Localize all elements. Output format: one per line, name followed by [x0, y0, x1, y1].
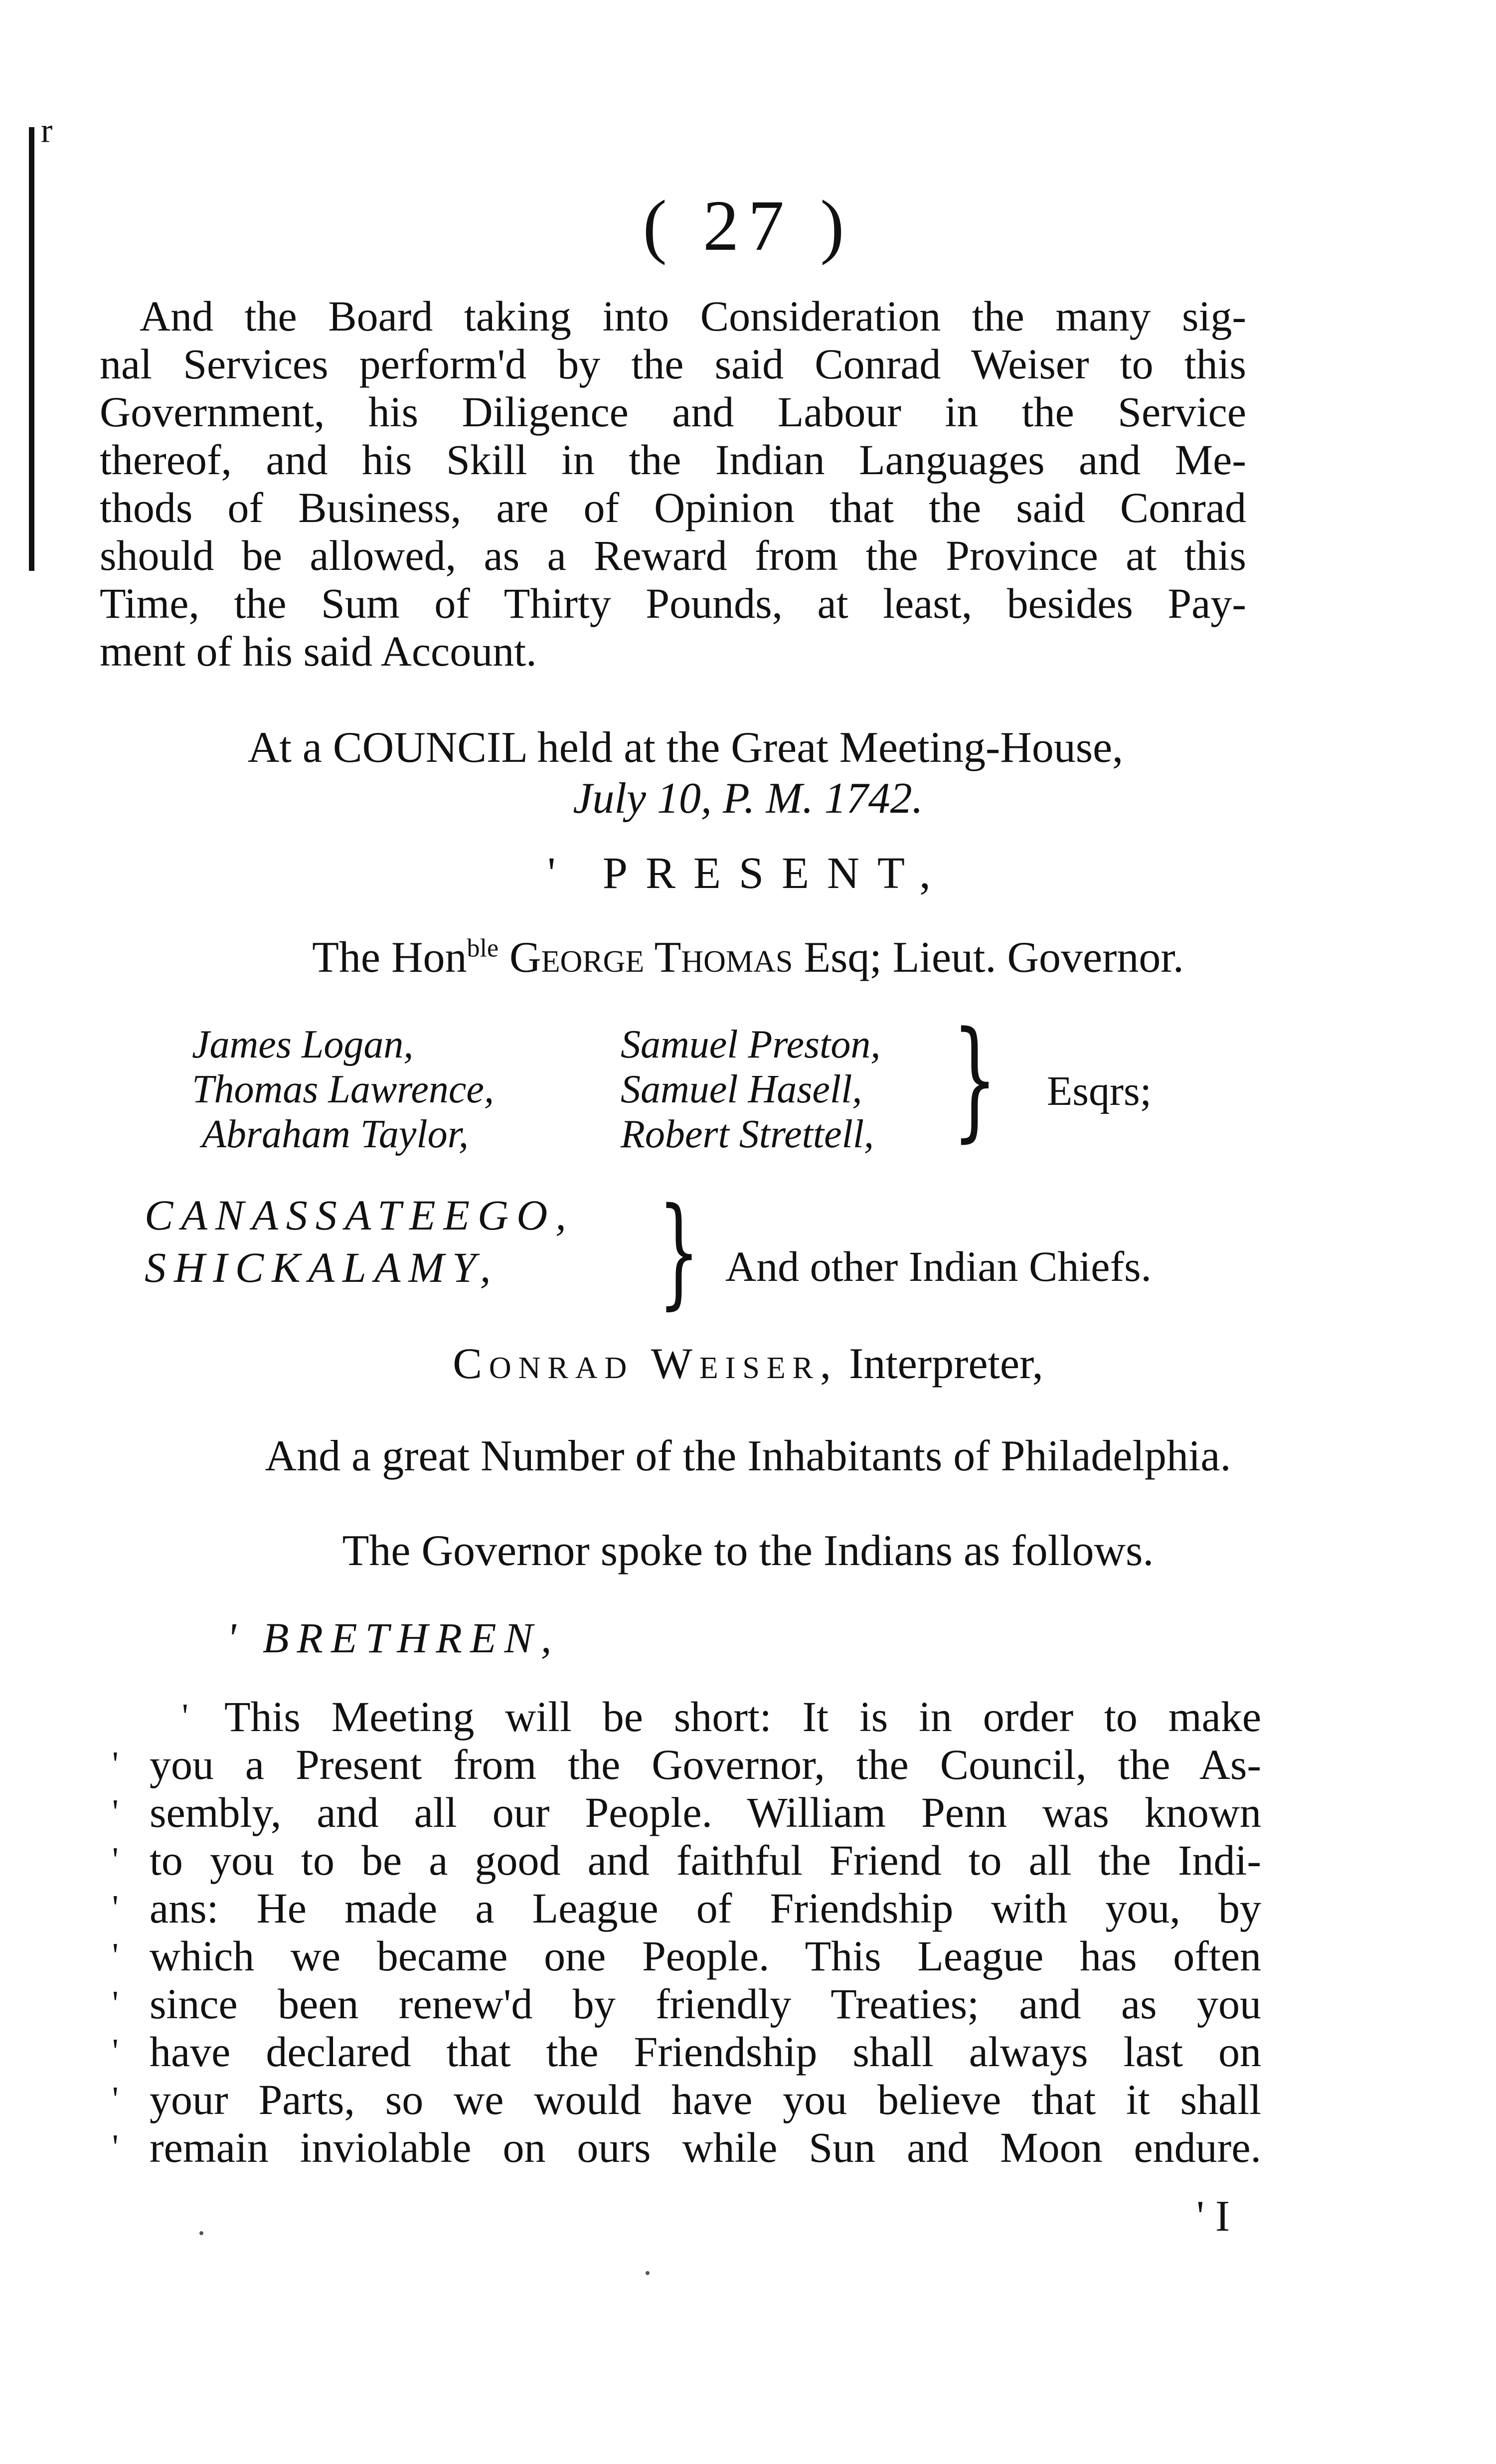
quote-mark: '	[112, 1793, 119, 1831]
paragraph-line: thods of Business, are of Opinion that the said Conrad	[100, 484, 1246, 531]
salutation: ' BRETHREN,	[227, 1614, 560, 1662]
chiefs-brace: }	[658, 1182, 700, 1321]
paragraph-line: thereof, and his Skill in the Indian Languages and Me-	[100, 436, 1246, 484]
speck	[199, 2231, 203, 2235]
other-chiefs: And other Indian Chiefs.	[725, 1242, 1152, 1290]
quote-mark: '	[182, 1697, 188, 1736]
councillors-brace: }	[952, 1004, 997, 1155]
councillor-name: Abraham Taylor,	[202, 1112, 469, 1156]
chief-name: CANASSATEEGO,	[145, 1191, 574, 1239]
paragraph-line: Time, the Sum of Thirty Pounds, at least, besides Pay-	[100, 579, 1246, 627]
speech-line: sembly, and all our People. William Penn was known	[150, 1788, 1261, 1836]
interpreter-name: Conrad Weiser,	[453, 1340, 838, 1388]
speech-quote-marks	[112, 1693, 188, 2171]
quote-mark: '	[112, 1936, 119, 1975]
councillors-col1	[192, 1022, 541, 1157]
interpreter-role: Interpreter,	[849, 1340, 1043, 1388]
speech-line: since been renew'd by friendly Treaties; and as you	[150, 1980, 1261, 2028]
council-date: July 10, P. M. 1742.	[573, 774, 923, 823]
governor-name: George Thomas	[509, 933, 793, 982]
board-paragraph	[100, 292, 1246, 675]
quote-mark: '	[112, 1841, 119, 1879]
quote-mark: '	[112, 2080, 119, 2118]
governor-suffix: Esq; Lieut. Governor.	[804, 933, 1184, 982]
present-heading: ' PRESENT,	[547, 849, 949, 898]
speech-line: which we became one People. This League has often	[150, 1932, 1261, 1980]
quote-mark: '	[112, 2032, 119, 2071]
esquires-label: Esqrs;	[1047, 1068, 1152, 1114]
speech-line: remain inviolable on ours while Sun and Moon endure.	[150, 2123, 1261, 2171]
councillor-name: Thomas Lawrence,	[192, 1067, 494, 1111]
councillor-name: James Logan,	[192, 1023, 414, 1066]
speech-line: have declared that the Friendship shall always last on	[150, 2028, 1261, 2076]
governor-speech	[150, 1693, 1261, 2171]
margin-mark: r	[41, 112, 53, 150]
paragraph-line: nal Services perform'd by the said Conrad Weiser to this	[100, 340, 1246, 388]
council-heading: At a COUNCIL held at the Great Meeting-House,	[247, 723, 1124, 772]
speck	[646, 2271, 650, 2275]
governor-line	[0, 932, 1496, 983]
interpreter-line	[0, 1339, 1496, 1389]
governor-spoke-line: The Governor spoke to the Indians as follows.	[342, 1527, 1154, 1575]
speech-line: ans: He made a League of Friendship with you, by	[150, 1884, 1261, 1932]
catchword: ' I	[1196, 2192, 1230, 2241]
paragraph-line: Government, his Diligence and Labour in the Service	[100, 388, 1246, 436]
paragraph-line: ment of his said Account.	[100, 627, 537, 675]
quote-mark: '	[112, 1889, 119, 1927]
governor-superscript: ble	[467, 934, 499, 963]
page-number: ( 27 )	[643, 186, 853, 266]
quote-mark: '	[112, 2128, 119, 2166]
councillor-name: Robert Strettell,	[621, 1112, 874, 1156]
chief-name: SHICKALAMY,	[145, 1243, 499, 1291]
councillors-col2	[621, 1022, 970, 1157]
governor-prefix: The Hon	[312, 933, 467, 982]
councillor-name: Samuel Preston,	[621, 1023, 881, 1066]
speech-line: your Parts, so we would have you believe that it shall	[150, 2076, 1261, 2123]
quote-mark: '	[112, 1745, 119, 1783]
speech-line: to you to be a good and faithful Friend to all the Indi-	[150, 1836, 1261, 1884]
councillor-name: Samuel Hasell,	[621, 1067, 862, 1111]
chiefs-names	[145, 1189, 574, 1294]
quote-mark: '	[112, 1984, 119, 2023]
paragraph-line: And the Board taking into Consideration the many sig-	[140, 292, 1246, 340]
speech-line: This Meeting will be short: It is in order to make	[224, 1693, 1261, 1741]
paragraph-line: should be allowed, as a Reward from the Province at this	[100, 531, 1246, 579]
speech-line: you a Present from the Governor, the Council, the As-	[150, 1741, 1261, 1788]
inhabitants-line: And a great Number of the Inhabitants of Philadelphia.	[265, 1432, 1231, 1480]
